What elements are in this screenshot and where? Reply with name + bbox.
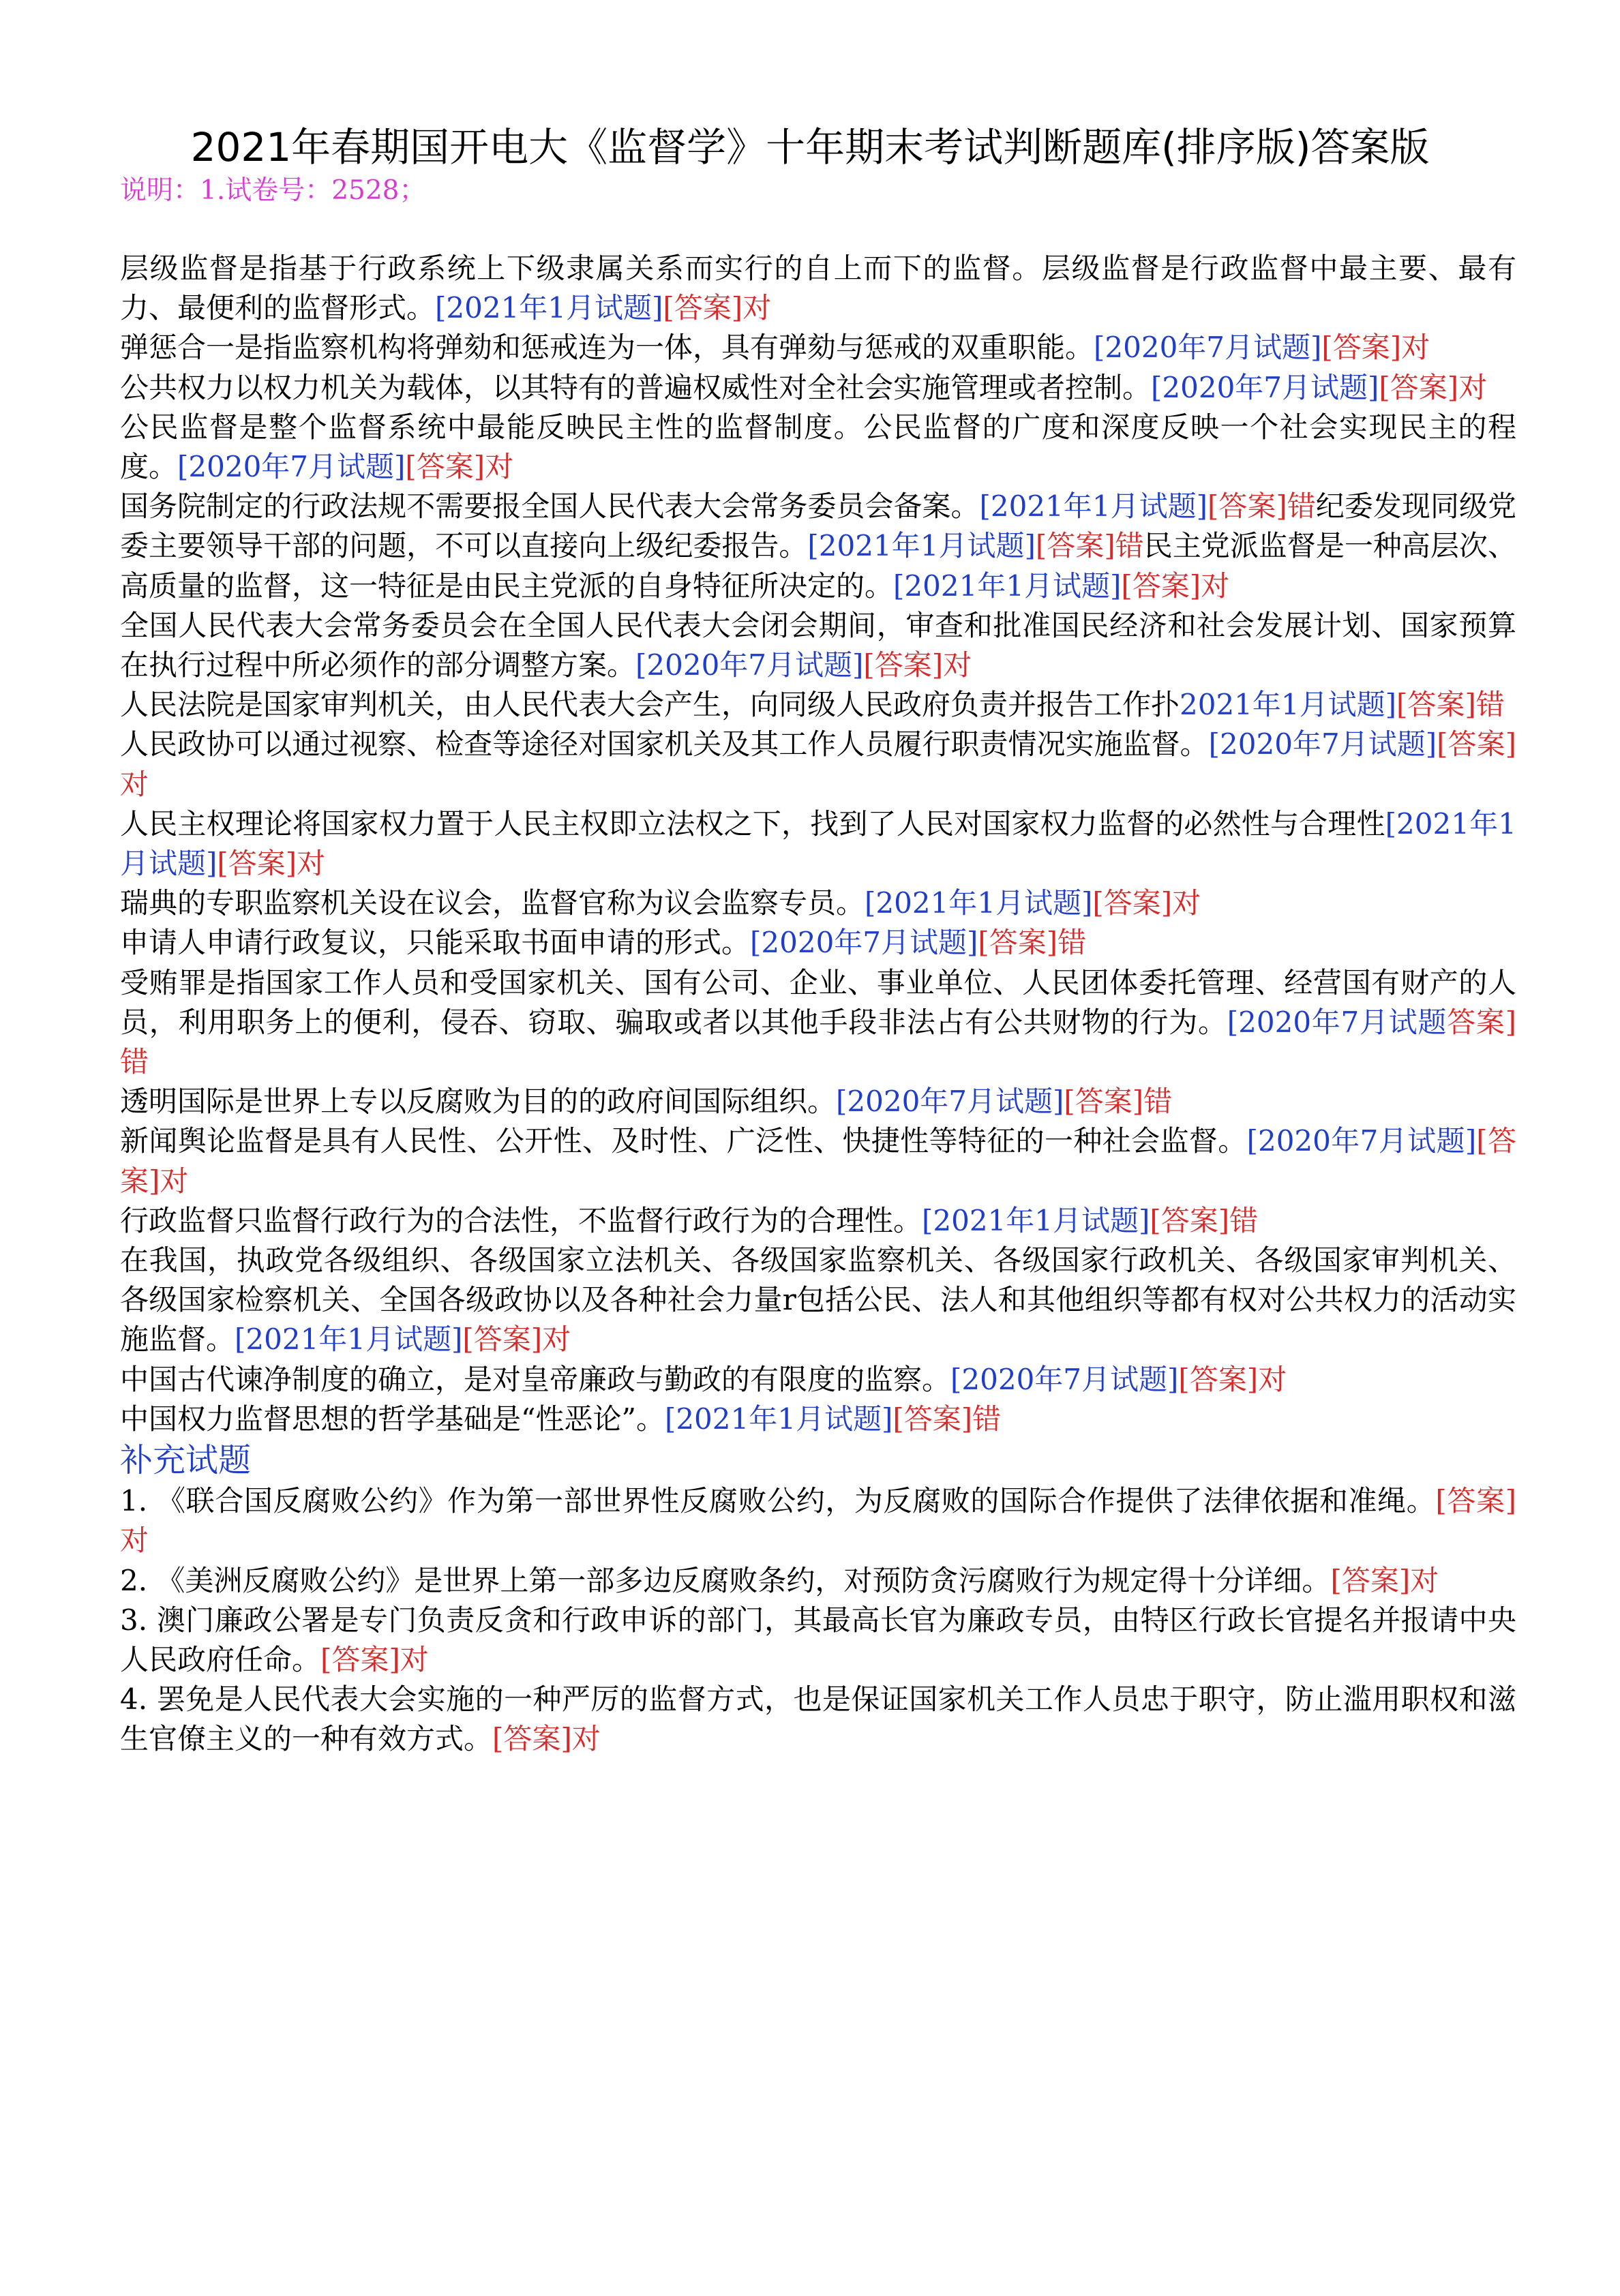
answer-label: [答案] bbox=[1178, 1362, 1259, 1396]
answer-value: 对 bbox=[160, 1164, 189, 1198]
answer-value: 对 bbox=[1458, 370, 1488, 404]
answer-label: [答案] bbox=[1435, 1484, 1516, 1518]
source-tag: [2021年1月试题] bbox=[435, 291, 663, 325]
question-text: 纪委发现同级党委主要领导干部的问题，不可以直接向上级纪委报告。 bbox=[120, 489, 1516, 563]
answer-value: 对 bbox=[485, 450, 514, 484]
answer-value: 错 bbox=[1287, 489, 1316, 524]
answer-value: 错 bbox=[1115, 529, 1144, 563]
question-item bbox=[120, 685, 1516, 725]
question-item bbox=[120, 1400, 1516, 1439]
question-text: 透明国际是世界上专以反腐败为目的的政府间国际组织。 bbox=[120, 1085, 837, 1119]
question-item bbox=[120, 249, 1516, 328]
supplement-item bbox=[120, 1481, 1516, 1560]
question-item bbox=[120, 606, 1516, 685]
question-text: 人民主权理论将国家权力置于人民主权即立法权之下，找到了人民对国家权力监督的必然性与合理性 bbox=[120, 806, 1385, 841]
source-tag: [2020年7月试题] bbox=[1208, 727, 1437, 761]
source-tag: [2021年1月试题] bbox=[664, 1402, 893, 1436]
question-item bbox=[120, 1241, 1516, 1360]
supplement-heading: 补充试题 bbox=[120, 1441, 252, 1480]
answer-value: 错 bbox=[120, 1045, 149, 1079]
answer-label: [答案] bbox=[1092, 886, 1173, 920]
question-item bbox=[120, 1360, 1516, 1400]
answer-value: 对 bbox=[742, 291, 772, 325]
source-tag: [2020年7月试题] bbox=[836, 1085, 1064, 1119]
answer-label: [答案] bbox=[1437, 727, 1516, 761]
answer-value: 对 bbox=[1258, 1362, 1287, 1396]
answer-label: [答案] bbox=[1035, 529, 1115, 563]
source-tag: [2021年1月试题] bbox=[893, 569, 1122, 603]
question-item bbox=[120, 408, 1516, 487]
answer-value: 对 bbox=[1401, 331, 1430, 365]
answer-value: 错 bbox=[972, 1402, 1002, 1436]
answer-value: 错 bbox=[1143, 1085, 1173, 1119]
question-text: 新闻舆论监督是具有人民性、公开性、及时性、广泛性、快捷性等特征的一种社会监督。 bbox=[120, 1124, 1247, 1158]
answer-label: [答案] bbox=[663, 291, 743, 325]
answer-label: [答案] bbox=[120, 1124, 1516, 1198]
source-tag: [2020年7月试题] bbox=[950, 1362, 1179, 1396]
source-tag: 2021年1月试题] bbox=[1180, 688, 1397, 722]
question-item bbox=[120, 1082, 1516, 1121]
question-item bbox=[120, 883, 1516, 923]
answer-label: [答案] bbox=[1396, 688, 1476, 722]
document-title: 2021年春期国开电大《监督学》十年期末考试判断题库(排序版)答案版 bbox=[190, 124, 1430, 170]
answer-value: 错 bbox=[1475, 688, 1505, 722]
answer-label: [答案] bbox=[462, 1323, 543, 1357]
question-text: 全国人民代表大会常务委员会在全国人民代表大会闭会期间，审查和批准国民经济和社会发展计划、国家预算在执行过程中所必须作的部分调整方案。 bbox=[120, 608, 1516, 682]
answer-label: [答案] bbox=[1208, 489, 1287, 524]
question-item bbox=[120, 923, 1516, 963]
source-tag: [2021年1月试题] bbox=[120, 806, 1516, 881]
answer-value: 对 bbox=[943, 648, 972, 682]
question-item bbox=[120, 1121, 1516, 1200]
question-item bbox=[120, 725, 1516, 804]
answer-label: [答案] bbox=[1321, 331, 1402, 365]
answer-label: [答案] bbox=[1064, 1085, 1144, 1119]
answer-label: [答案] bbox=[863, 648, 944, 682]
answer-value: 对 bbox=[1172, 886, 1201, 920]
source-tag: [2020年7月试题] bbox=[635, 648, 864, 682]
question-item bbox=[120, 487, 1516, 606]
supplement-text: 1. 《联合国反腐败公约》作为第一部世界性反腐败公约，为反腐败的国际合作提供了法律依据和准绳。 bbox=[120, 1484, 1436, 1518]
question-item bbox=[120, 963, 1516, 1083]
answer-label: [答案] bbox=[892, 1402, 973, 1436]
question-item bbox=[120, 328, 1516, 367]
answer-label: [答案] bbox=[1150, 1203, 1230, 1237]
answer-label: [答案] bbox=[1121, 569, 1201, 603]
source-tag: [2020年7月试题] bbox=[750, 926, 978, 960]
source-tag: [2021年1月试题] bbox=[807, 529, 1036, 563]
question-text: 公共权力以权力机关为载体，以其特有的普遍权威性对全社会实施管理或者控制。 bbox=[120, 370, 1152, 404]
answer-value: 对 bbox=[571, 1722, 601, 1756]
answer-label: [答案] bbox=[320, 1642, 400, 1676]
answer-label: [答案] bbox=[1330, 1563, 1411, 1597]
answer-value: 对 bbox=[297, 847, 326, 881]
answer-value: 对 bbox=[1201, 569, 1230, 603]
supplement-text: 2. 《美洲反腐败公约》是世界上第一部多边反腐败条约，对预防贪污腐败行为规定得十分详细。 bbox=[120, 1563, 1331, 1597]
source-tag: [2021年1月试题] bbox=[922, 1203, 1150, 1237]
question-text: 瑞典的专职监察机关设在议会，监督官称为议会监察专员。 bbox=[120, 886, 865, 920]
document-note: 说明：1.试卷号：2528； bbox=[120, 175, 426, 206]
answer-value: 对 bbox=[1410, 1563, 1439, 1597]
supplement-item bbox=[120, 1561, 1516, 1601]
answer-value: 对 bbox=[400, 1642, 429, 1676]
question-text: 民主党派监督是一种高层次、高质量的监督，这一特征是由民主党派的自身特征所决定的。 bbox=[120, 529, 1516, 603]
question-text: 公民监督是整个监督系统中最能反映民主性的监督制度。公民监督的广度和深度反映一个社会实现民主的程度。 bbox=[120, 410, 1516, 484]
question-item bbox=[120, 804, 1516, 883]
question-text: 国务院制定的行政法规不需要报全国人民代表大会常务委员会备案。 bbox=[120, 489, 980, 524]
answer-value: 对 bbox=[120, 1524, 149, 1558]
question-item bbox=[120, 368, 1516, 408]
source-tag: [2021年1月试题] bbox=[235, 1323, 463, 1357]
source-tag: [2020年7月试题] bbox=[1151, 370, 1379, 404]
answer-value: 对 bbox=[120, 767, 149, 801]
source-tag: [2020年7月试题 bbox=[1227, 1005, 1448, 1039]
source-tag: [2020年7月试题] bbox=[1094, 331, 1322, 365]
question-list bbox=[120, 249, 1516, 1759]
answer-label: [答案] bbox=[978, 926, 1058, 960]
answer-label: 答案] bbox=[1447, 1005, 1517, 1039]
question-text: 在我国，执政党各级组织、各级国家立法机关、各级国家监察机关、各级国家行政机关、各级国家审判机关、各级国家检察机关、全国各级政协以及各种社会力量r包括公民、法人和其他组织等都有权对公共权力的活动实施监督。 bbox=[120, 1243, 1516, 1357]
question-text: 人民政协可以通过视察、检查等途径对国家机关及其工作人员履行职责情况实施监督。 bbox=[120, 727, 1209, 761]
supplement-item bbox=[120, 1680, 1516, 1759]
source-tag: [2020年7月试题] bbox=[177, 450, 406, 484]
question-text: 弹惩合一是指监察机构将弹劾和惩戒连为一体，具有弹劾与惩戒的双重职能。 bbox=[120, 331, 1094, 365]
supplement-text: 4. 罢免是人民代表大会实施的一种严厉的监督方式，也是保证国家机关工作人员忠于职守，防止滥用职权和滋生官僚主义的一种有效方式。 bbox=[120, 1682, 1516, 1756]
source-tag: [2021年1月试题] bbox=[865, 886, 1093, 920]
question-text: 受贿罪是指国家工作人员和受国家机关、国有公司、企业、事业单位、人民团体委托管理、经营国有财产的人员，利用职务上的便利，侵吞、窃取、骗取或者以其他手段非法占有公共财物的行为。 bbox=[120, 965, 1516, 1039]
source-tag: [2020年7月试题] bbox=[1246, 1124, 1477, 1158]
question-text: 层级监督是指基于行政系统上下级隶属关系而实行的自上而下的监督。层级监督是行政监督中最主要、最有力、最便利的监督形式。 bbox=[120, 252, 1516, 325]
answer-label: [答案] bbox=[217, 847, 297, 881]
question-text: 申请人申请行政复议，只能采取书面申请的形式。 bbox=[120, 926, 751, 960]
supplement-item bbox=[120, 1601, 1516, 1680]
answer-value: 错 bbox=[1229, 1203, 1259, 1237]
answer-value: 错 bbox=[1058, 926, 1087, 960]
answer-value: 对 bbox=[542, 1323, 571, 1357]
question-text: 中国权力监督思想的哲学基础是“性恶论”。 bbox=[120, 1402, 665, 1436]
question-text: 中国古代谏净制度的确立，是对皇帝廉政与勤政的有限度的监察。 bbox=[120, 1362, 951, 1396]
supplement-text: 3. 澳门廉政公署是专门负责反贪和行政申诉的部门，其最高长官为廉政专员，由特区行政长官提名并报请中央人民政府任命。 bbox=[120, 1603, 1516, 1676]
answer-label: [答案] bbox=[492, 1722, 572, 1756]
answer-label: [答案] bbox=[405, 450, 485, 484]
answer-label: [答案] bbox=[1379, 370, 1459, 404]
question-text: 人民法院是国家审判机关，由人民代表大会产生，向同级人民政府负责并报告工作扑 bbox=[120, 688, 1180, 722]
source-tag: [2021年1月试题] bbox=[979, 489, 1208, 524]
question-text: 行政监督只监督行政行为的合法性，不监督行政行为的合理性。 bbox=[120, 1203, 922, 1237]
question-item bbox=[120, 1201, 1516, 1241]
